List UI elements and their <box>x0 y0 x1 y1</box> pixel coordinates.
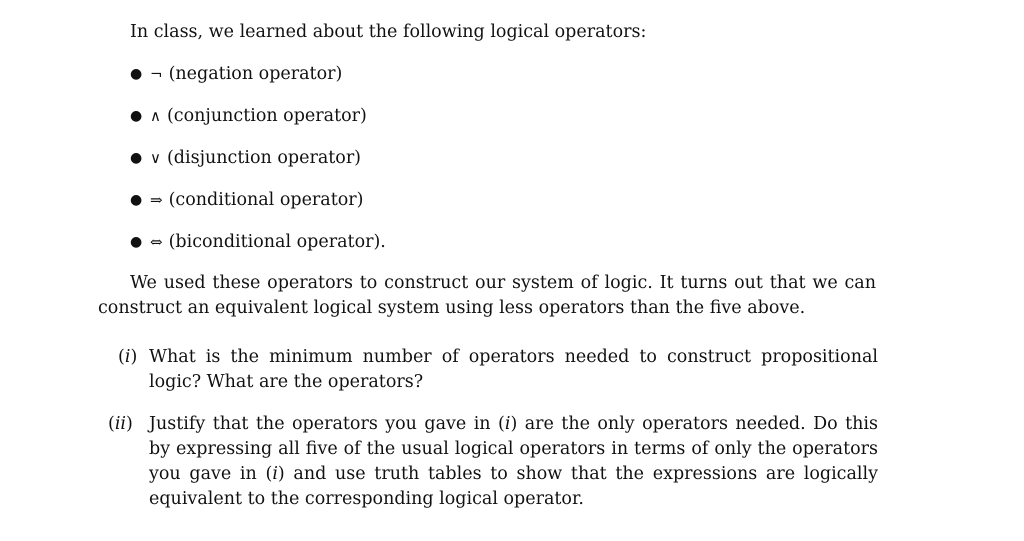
operator-label: (biconditional operator). <box>168 232 386 252</box>
operator-label: (conjunction operator) <box>166 106 367 126</box>
question-i <box>118 345 878 395</box>
bullet-icon: ● <box>130 192 143 208</box>
bullet-icon: ● <box>130 234 143 250</box>
bullet-icon: ● <box>130 150 143 166</box>
operator-item-negation <box>130 62 342 86</box>
negation-symbol: ¬ <box>150 65 163 83</box>
disjunction-symbol: ∨ <box>150 149 161 167</box>
biconditional-symbol: ⇔ <box>150 233 163 251</box>
question-ii <box>108 412 878 512</box>
operator-item-conditional <box>130 188 364 212</box>
operator-label: (negation operator) <box>168 64 343 84</box>
question-number: (i) <box>118 347 138 367</box>
operator-item-disjunction <box>130 146 361 170</box>
conjunction-symbol: ∧ <box>150 107 161 125</box>
conditional-symbol: ⇒ <box>150 191 163 209</box>
body-paragraph: We used these operators to construct our system of logic. It turns out that we can construct an equivalent logical system using less operators than the five above. <box>98 273 876 318</box>
question-text: Justify that the operators you gave in (i) are the only operators needed. Do this by expressing all five of the usual logical operators in terms of only the operators you gave in (i) and use truth tables to show that the expressions are logically equivalent to the corresponding logical operator. <box>149 414 878 509</box>
bullet-icon: ● <box>130 66 143 82</box>
question-number: (ii) <box>108 414 133 434</box>
operator-label: (disjunction operator) <box>166 148 362 168</box>
bullet-icon: ● <box>130 108 143 124</box>
operator-item-conjunction <box>130 104 367 128</box>
operator-item-biconditional <box>130 230 386 254</box>
intro-text: In class, we learned about the following logical operators: <box>130 22 647 42</box>
operator-label: (conditional operator) <box>168 190 364 210</box>
question-text: What is the minimum number of operators needed to construct propositional logic? What are the operators? <box>149 347 878 392</box>
